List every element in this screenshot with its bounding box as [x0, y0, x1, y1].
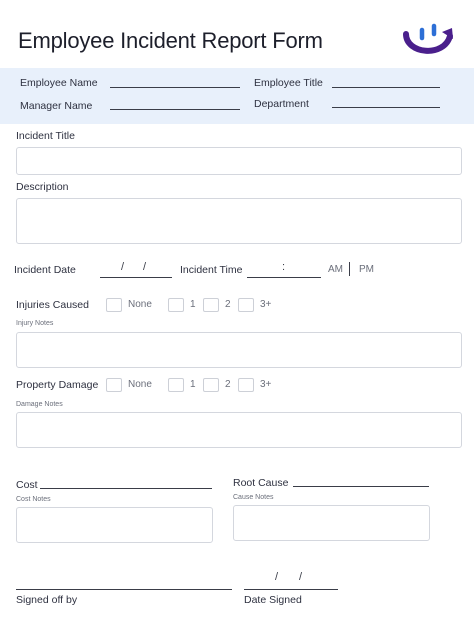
- manager-name-label: Manager Name: [20, 100, 93, 112]
- incident-title-input[interactable]: [16, 147, 462, 175]
- pm-option[interactable]: PM: [359, 264, 374, 275]
- date-separator: /: [299, 571, 303, 583]
- injuries-1-checkbox[interactable]: [168, 298, 184, 312]
- damage-1-label: 1: [190, 379, 196, 390]
- damage-none-checkbox[interactable]: [106, 378, 122, 392]
- incident-title-label: Incident Title: [16, 130, 75, 142]
- damage-2-checkbox[interactable]: [203, 378, 219, 392]
- injuries-3plus-label: 3+: [260, 299, 272, 310]
- employee-name-field[interactable]: [110, 87, 240, 88]
- incident-date-field[interactable]: [100, 277, 172, 278]
- damage-2-label: 2: [225, 379, 231, 390]
- date-separator: /: [275, 571, 279, 583]
- date-signed-field[interactable]: [244, 589, 338, 590]
- incident-time-label: Incident Time: [180, 264, 243, 276]
- employee-name-label: Employee Name: [20, 77, 98, 89]
- smile-arrow-logo-icon: [400, 20, 456, 62]
- time-separator: :: [282, 261, 286, 273]
- manager-name-field[interactable]: [110, 109, 240, 110]
- date-signed-label: Date Signed: [244, 594, 302, 606]
- cost-field[interactable]: [40, 488, 212, 489]
- injuries-2-checkbox[interactable]: [203, 298, 219, 312]
- description-input[interactable]: [16, 198, 462, 244]
- department-field[interactable]: [332, 107, 440, 108]
- property-damage-label: Property Damage: [16, 379, 99, 391]
- am-option[interactable]: AM: [328, 264, 343, 275]
- injuries-3plus-checkbox[interactable]: [238, 298, 254, 312]
- damage-notes-input[interactable]: [16, 412, 462, 448]
- injury-notes-label: Injury Notes: [16, 320, 54, 327]
- employee-title-label: Employee Title: [254, 77, 323, 89]
- cost-notes-input[interactable]: [16, 507, 213, 543]
- injuries-none-checkbox[interactable]: [106, 298, 122, 312]
- damage-1-checkbox[interactable]: [168, 378, 184, 392]
- signed-off-by-label: Signed off by: [16, 594, 78, 606]
- injuries-none-label: None: [128, 299, 152, 310]
- cost-notes-label: Cost Notes: [16, 496, 51, 503]
- damage-3plus-label: 3+: [260, 379, 272, 390]
- date-separator: /: [121, 261, 125, 273]
- department-label: Department: [254, 98, 309, 110]
- injuries-caused-label: Injuries Caused: [16, 299, 89, 311]
- page-title: Employee Incident Report Form: [18, 28, 323, 53]
- injury-notes-input[interactable]: [16, 332, 462, 368]
- employee-title-field[interactable]: [332, 87, 440, 88]
- injuries-1-label: 1: [190, 299, 196, 310]
- root-cause-label: Root Cause: [233, 477, 289, 489]
- description-label: Description: [16, 181, 69, 193]
- root-cause-field[interactable]: [293, 486, 429, 487]
- damage-3plus-checkbox[interactable]: [238, 378, 254, 392]
- date-separator: /: [143, 261, 147, 273]
- cost-label: Cost: [16, 479, 38, 491]
- am-pm-divider: [349, 262, 350, 276]
- damage-notes-label: Damage Notes: [16, 401, 63, 408]
- incident-time-field[interactable]: [247, 277, 321, 278]
- damage-none-label: None: [128, 379, 152, 390]
- cause-notes-input[interactable]: [233, 505, 430, 541]
- signed-off-by-field[interactable]: [16, 589, 232, 590]
- cause-notes-label: Cause Notes: [233, 494, 274, 501]
- incident-date-label: Incident Date: [14, 264, 76, 276]
- injuries-2-label: 2: [225, 299, 231, 310]
